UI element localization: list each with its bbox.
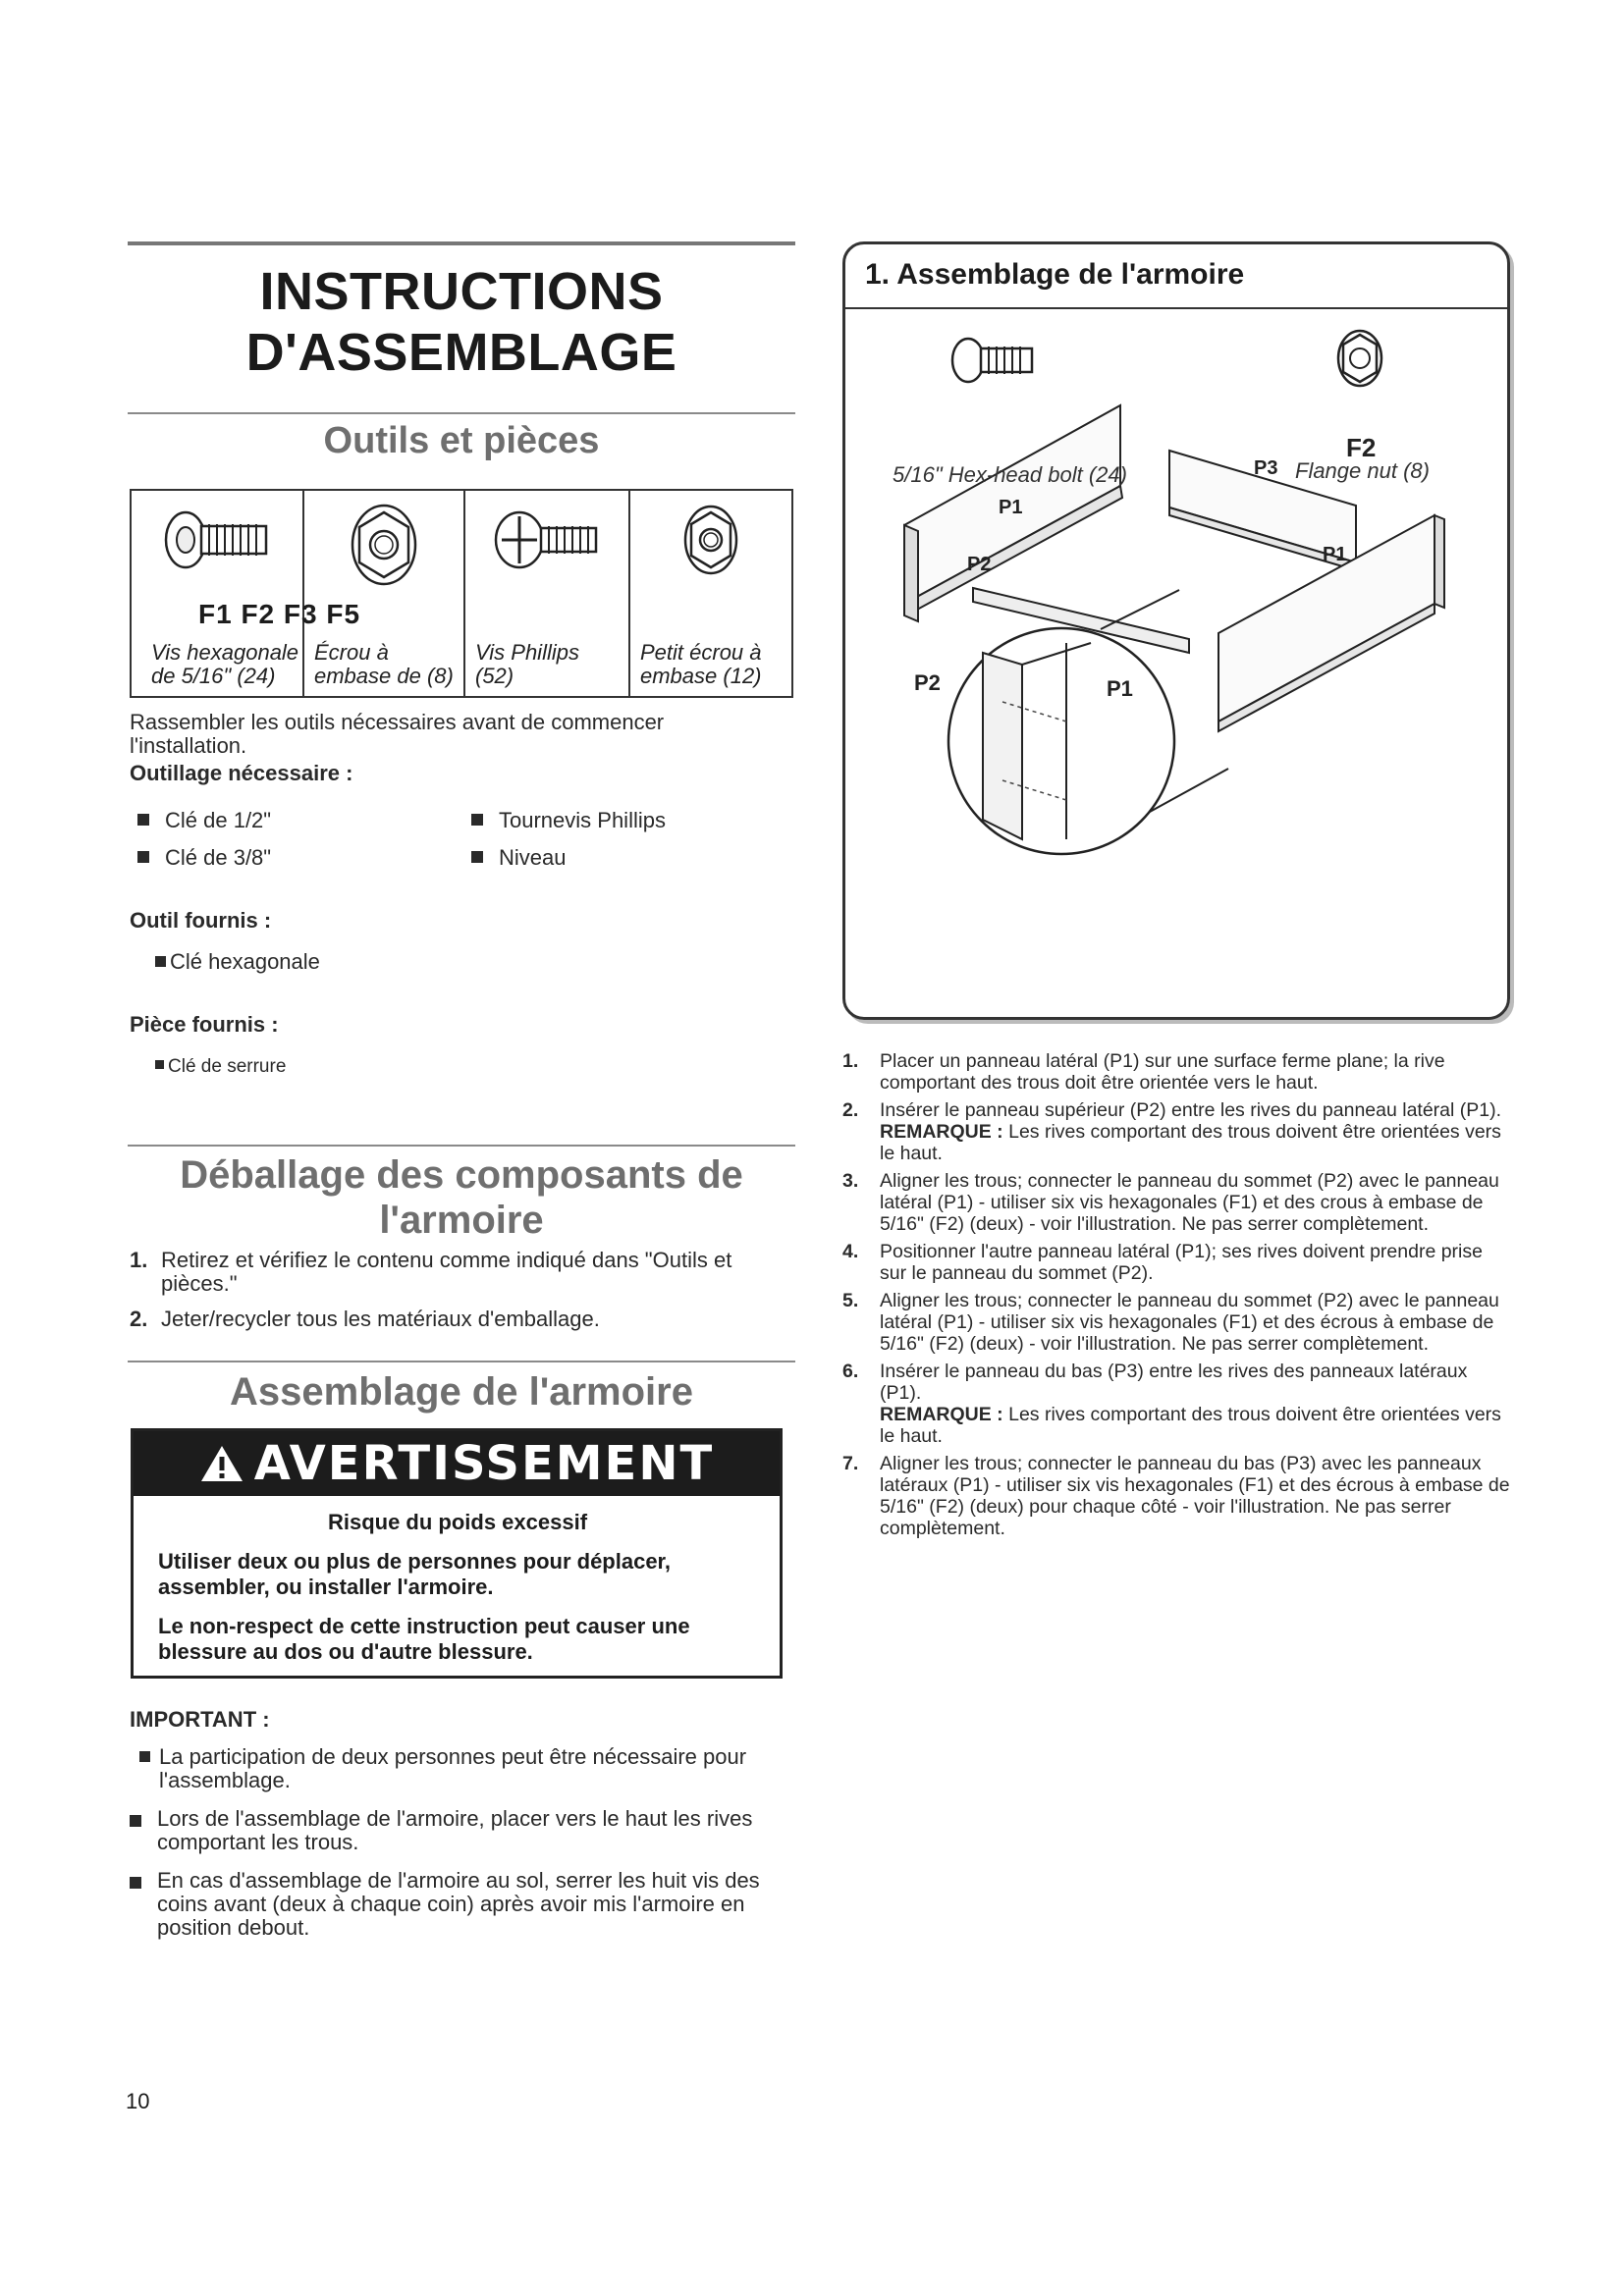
important-list: [128, 1745, 805, 1954]
warning-header: [134, 1431, 780, 1496]
part-caption-2: embase de (8): [314, 664, 454, 688]
part-cell-hex-bolt: [132, 491, 304, 696]
parts-table: [130, 489, 793, 698]
bullet-icon: [471, 851, 483, 863]
unpack-steps: [130, 1249, 778, 1331]
figure-title: 1. Assemblage de l'armoire: [865, 258, 1245, 291]
bullet-icon: [155, 1060, 164, 1069]
warning-box: [131, 1428, 783, 1679]
warning-line-1: Utiliser deux ou plus de personnes pour déplacer, assembler, ou installer l'armoire.: [158, 1549, 672, 1599]
warning-subtitle: Risque du poids excessif: [327, 1510, 588, 1534]
supplied-tool-label: Outil fournis :: [130, 908, 272, 933]
important-item: La participation de deux personnes peut être nécessaire pour l'assemblage.: [139, 1745, 817, 1792]
tool-item: Clé de 1/2": [137, 809, 271, 832]
part-caption-1: Écrou à: [314, 640, 389, 665]
important-item: Lors de l'assemblage de l'armoire, placer vers le haut les rives comportant les trous.: [128, 1807, 805, 1854]
assembly-heading: Assemblage de l'armoire: [230, 1370, 693, 1414]
warning-line-2: Le non-respect de cette instruction peut causer une blessure au dos ou d'autre blessure.: [158, 1614, 690, 1664]
section-rule: [128, 412, 795, 414]
bolt-caption: 5/16" Hex-head bolt (24): [893, 462, 1127, 487]
figure-steps: [837, 1050, 1514, 1545]
part-cell-flange-nut: [304, 491, 465, 696]
section-rule: [128, 1361, 795, 1362]
part-caption-2: (52): [475, 664, 514, 688]
tool-item: Tournevis Phillips: [471, 809, 666, 832]
tool-item: Niveau: [471, 846, 566, 870]
unpack-heading-line-1: Déballage des composants de: [180, 1153, 743, 1197]
part-caption-1: Petit écrou à: [640, 640, 762, 665]
bullet-icon: [155, 956, 166, 967]
page-number: 10: [126, 2089, 150, 2113]
unpack-heading-line-2: l'armoire: [379, 1199, 544, 1242]
unpack-step: 2. Jeter/recycler tous les matériaux d'emballage.: [130, 1307, 600, 1331]
page-title-line-2: D'ASSEMBLAGE: [245, 323, 677, 382]
tool-item: Clé de 3/8": [137, 846, 271, 870]
assembly-figure: [842, 241, 1510, 1020]
important-label: IMPORTANT :: [130, 1707, 270, 1732]
figure-step: 7. Aligner les trous; connecter le panneau du bas (P3) avec les panneaux latéraux (P1) - utiliser six vis hexagonales (F1) et des écrous à embase de 5/16" (F2) (deux) pour chaque côté - voir l'illustration. Ne pas serrer complètement.: [842, 1453, 1510, 1539]
page-title: [128, 261, 795, 383]
part-caption-2: de 5/16" (24): [151, 664, 276, 688]
supplied-part-label: Pièce fournis :: [130, 1012, 279, 1037]
bullet-icon: [137, 851, 149, 863]
cabinet-illustration: [845, 309, 1507, 1016]
warning-title: AVERTISSEMENT: [253, 1436, 715, 1491]
supplied-part: Clé de serrure: [155, 1056, 286, 1078]
page-title-line-1: INSTRUCTIONS: [259, 262, 664, 321]
part-cell-phillips-screw: [465, 491, 630, 696]
warning-triangle-icon: [199, 1444, 244, 1483]
section-rule: [128, 1145, 795, 1147]
figure-step: 1. Placer un panneau latéral (P1) sur une surface ferme plane; la rive comportant des trous doit être orientée vers le haut.: [842, 1050, 1445, 1094]
figure-step: 6. Insérer le panneau du bas (P3) entre les rives des panneaux latéraux (P1). REMARQUE : Les rives comportant des trous doivent être orientées vers le haut.: [842, 1361, 1501, 1447]
part-cell-small-flange-nut: [630, 491, 791, 696]
hex-bolt-icon: [158, 501, 276, 579]
bullet-icon: [139, 1751, 150, 1762]
small-flange-nut-icon: [672, 501, 750, 579]
figure-step: 4. Positionner l'autre panneau latéral (P1); ses rives doivent prendre prise sur le panneau du sommet (P2).: [842, 1241, 1483, 1284]
part-caption-1: Vis Phillips: [475, 640, 579, 665]
flange-nut-icon: [340, 501, 428, 589]
bullet-icon: [130, 1815, 141, 1827]
label-detail-p1: P1: [1107, 676, 1133, 701]
part-codes: F1 F2 F3 F5: [198, 599, 361, 629]
figure-step: 5. Aligner les trous; connecter le panneau du sommet (P2) avec le panneau latéral (P1) - utiliser six vis hexagonales (F1) et des écrous à embase de 5/16" (F2) (deux) - voir l'illustration. Ne pas serrer complètement.: [842, 1290, 1499, 1355]
phillips-screw-icon: [488, 501, 606, 579]
part-caption-1: Vis hexagonale: [151, 640, 299, 665]
nut-caption: Flange nut (8): [1295, 458, 1430, 483]
bullet-icon: [471, 814, 483, 826]
bullet-icon: [137, 814, 149, 826]
hex-bolt-icon: [952, 339, 1032, 382]
label-p1-right: P1: [1323, 544, 1347, 565]
nut-code: F2: [1346, 433, 1377, 462]
label-detail-p2: P2: [914, 670, 941, 695]
bullet-icon: [130, 1877, 141, 1889]
unpack-step: 1. Retirez et vérifiez le contenu comme indiqué dans "Outils et pièces.": [130, 1248, 732, 1296]
figure-step: 2. Insérer le panneau supérieur (P2) entre les rives du panneau latéral (P1). REMARQUE : Les rives comportant des trous doivent être orientées vers le haut.: [842, 1099, 1502, 1164]
label-p1-left: P1: [999, 497, 1023, 518]
figure-step: 3. Aligner les trous; connecter le panneau du sommet (P2) avec le panneau latéral (P1) - utiliser six vis hexagonales (F1) et des crous à embase de 5/16" (F2) (deux) - voir l'illustration. Ne pas serrer complètement.: [842, 1170, 1499, 1235]
part-caption-2: embase (12): [640, 664, 762, 688]
supplied-tool: Clé hexagonale: [155, 950, 320, 974]
warning-body: [158, 1510, 757, 1665]
label-p2: P2: [967, 554, 992, 575]
required-tools-label: Outillage nécessaire :: [130, 761, 353, 785]
tools-heading: Outils et pièces: [323, 420, 600, 461]
tools-intro: Rassembler les outils nécessaires avant de commencer l'installation.: [130, 710, 665, 758]
top-rule: [128, 241, 795, 245]
unpack-heading: [128, 1152, 795, 1243]
label-p3: P3: [1254, 457, 1278, 479]
flange-nut-icon: [1338, 331, 1381, 386]
important-item: En cas d'assemblage de l'armoire au sol, serrer les huit vis des coins avant (deux à chaque coin) après avoir mis l'armoire en position debout.: [128, 1869, 805, 1940]
